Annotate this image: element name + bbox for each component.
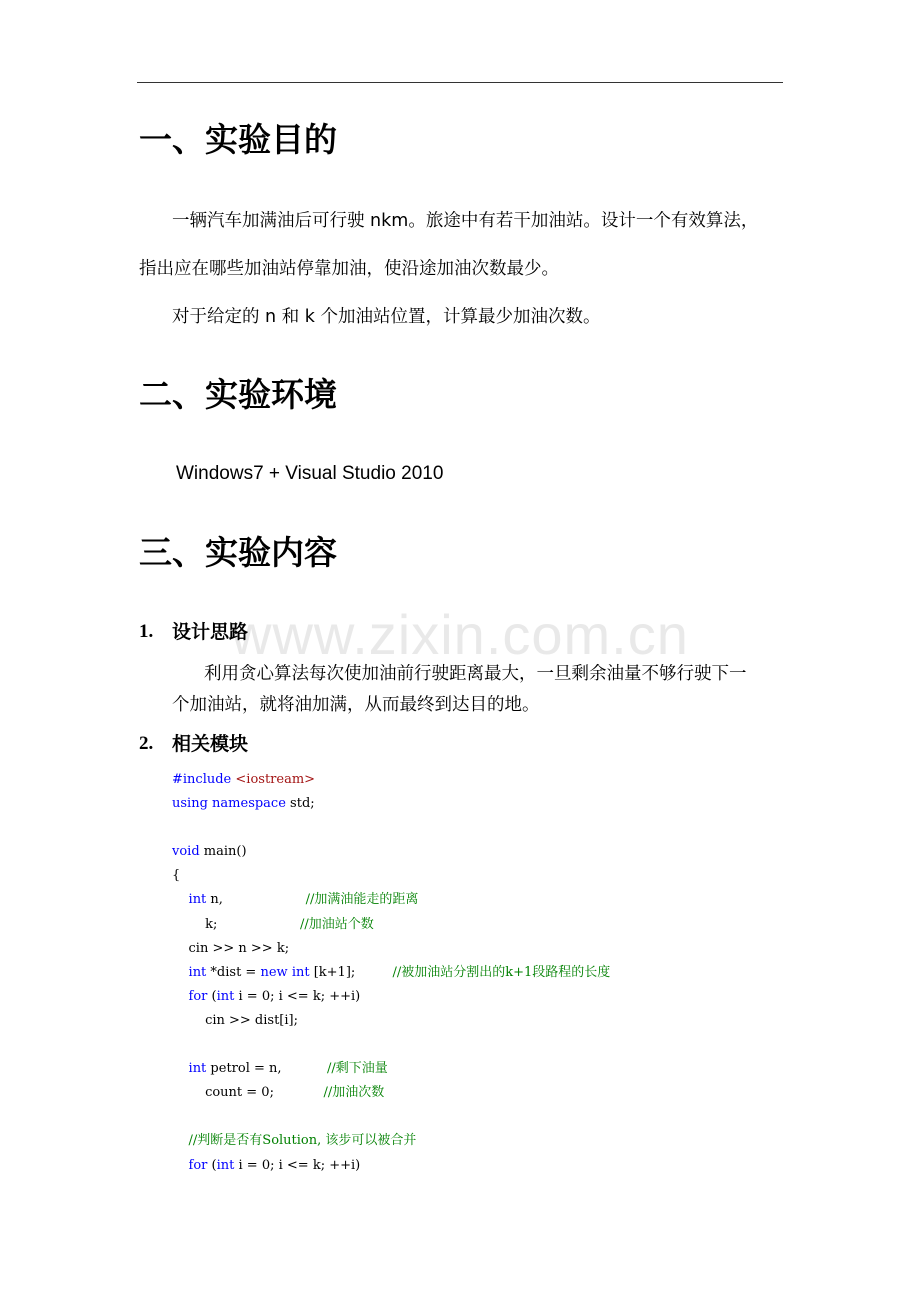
code-text: ( [207,1157,217,1173]
code-line [172,888,610,912]
code-text: petrol = n, [206,1061,327,1077]
section-title-environment: 二、实验环境 [139,375,337,414]
code-keyword: for [188,988,208,1004]
section-title-purpose: 一、实验目的 [139,120,337,159]
code-text: i = 0; i <= k; ++i) [234,988,361,1004]
code-comment: //剩下油量 [327,1061,388,1077]
code-keyword: #include [172,772,236,787]
purpose-paragraph-line-1: 一辆汽车加满油后可行驶 nkm。旅途中有若干加油站。设计一个有效算法， [172,211,759,231]
code-line [172,816,610,840]
code-text: main() [199,844,247,860]
code-line [172,864,610,888]
environment-text: Windows7 + Visual Studio 2010 [176,463,444,484]
code-block [172,768,610,1178]
code-line [172,1154,610,1178]
code-line [172,985,610,1009]
code-text: { [172,868,181,884]
design-paragraph-line-2: 个加油站，就将油加满，从而最终到达目的地。 [172,695,540,715]
code-keyword: using [172,796,208,812]
code-comment: //被加油站分割出的k+1段路程的长度 [392,964,611,980]
code-line [172,768,610,792]
section-title-content: 三、实验内容 [139,533,337,572]
code-comment: //判断是否有Solution, 该步可以被合并 [188,1133,417,1149]
code-text: cin >> n >> k; [188,940,290,956]
code-keyword: for [188,1157,208,1173]
purpose-paragraph-line-2: 指出应在哪些加油站停靠加油，使沿途加油次数最少。 [139,259,559,279]
code-line [172,937,610,961]
code-comment: //加油次数 [323,1085,385,1101]
subsection-number-1: 1. [139,621,154,642]
subsection-title-design: 设计思路 [172,621,249,643]
code-keyword: void [172,844,200,860]
code-line [172,1081,610,1105]
code-line [172,1033,610,1057]
code-keyword: int [188,964,207,980]
code-text: count = 0; [205,1085,324,1101]
watermark: www.zixin.com.cn [231,603,689,666]
code-line [172,792,610,816]
code-line [172,913,610,937]
code-text: *dist = [206,964,261,980]
code-keyword: namespace [212,796,286,812]
code-text: n, [206,892,306,908]
code-text: std; [285,796,315,812]
code-text: i = 0; i <= k; ++i) [234,1157,361,1173]
code-keyword: int [216,1157,235,1173]
subsection-number-2: 2. [139,733,154,754]
code-line [172,1057,610,1081]
code-text: ( [207,988,217,1004]
code-line [172,961,610,985]
code-text: cin >> dist[i]; [205,1012,298,1028]
design-paragraph-line-1: 利用贪心算法每次使加油前行驶距离最大，一旦剩余油量不够行驶下一 [204,664,747,684]
header-rule [137,82,783,83]
code-line [172,1129,610,1153]
code-keyword: int [188,1061,207,1077]
code-text: k; [205,916,300,932]
code-keyword: int [291,964,310,980]
code-keyword: int [188,892,207,908]
code-keyword: int [216,988,235,1004]
code-text: [k+1]; [309,964,393,980]
code-comment: //加油站个数 [299,916,374,932]
purpose-paragraph-2: 对于给定的 n 和 k 个加油站位置，计算最少加油次数。 [172,307,601,327]
code-line [172,840,610,864]
code-keyword: new [260,964,288,980]
code-line [172,1105,610,1129]
code-string: <iostream> [235,772,316,787]
code-line [172,1009,610,1033]
code-comment: //加满油能走的距离 [305,892,419,908]
subsection-title-modules: 相关模块 [172,733,249,755]
